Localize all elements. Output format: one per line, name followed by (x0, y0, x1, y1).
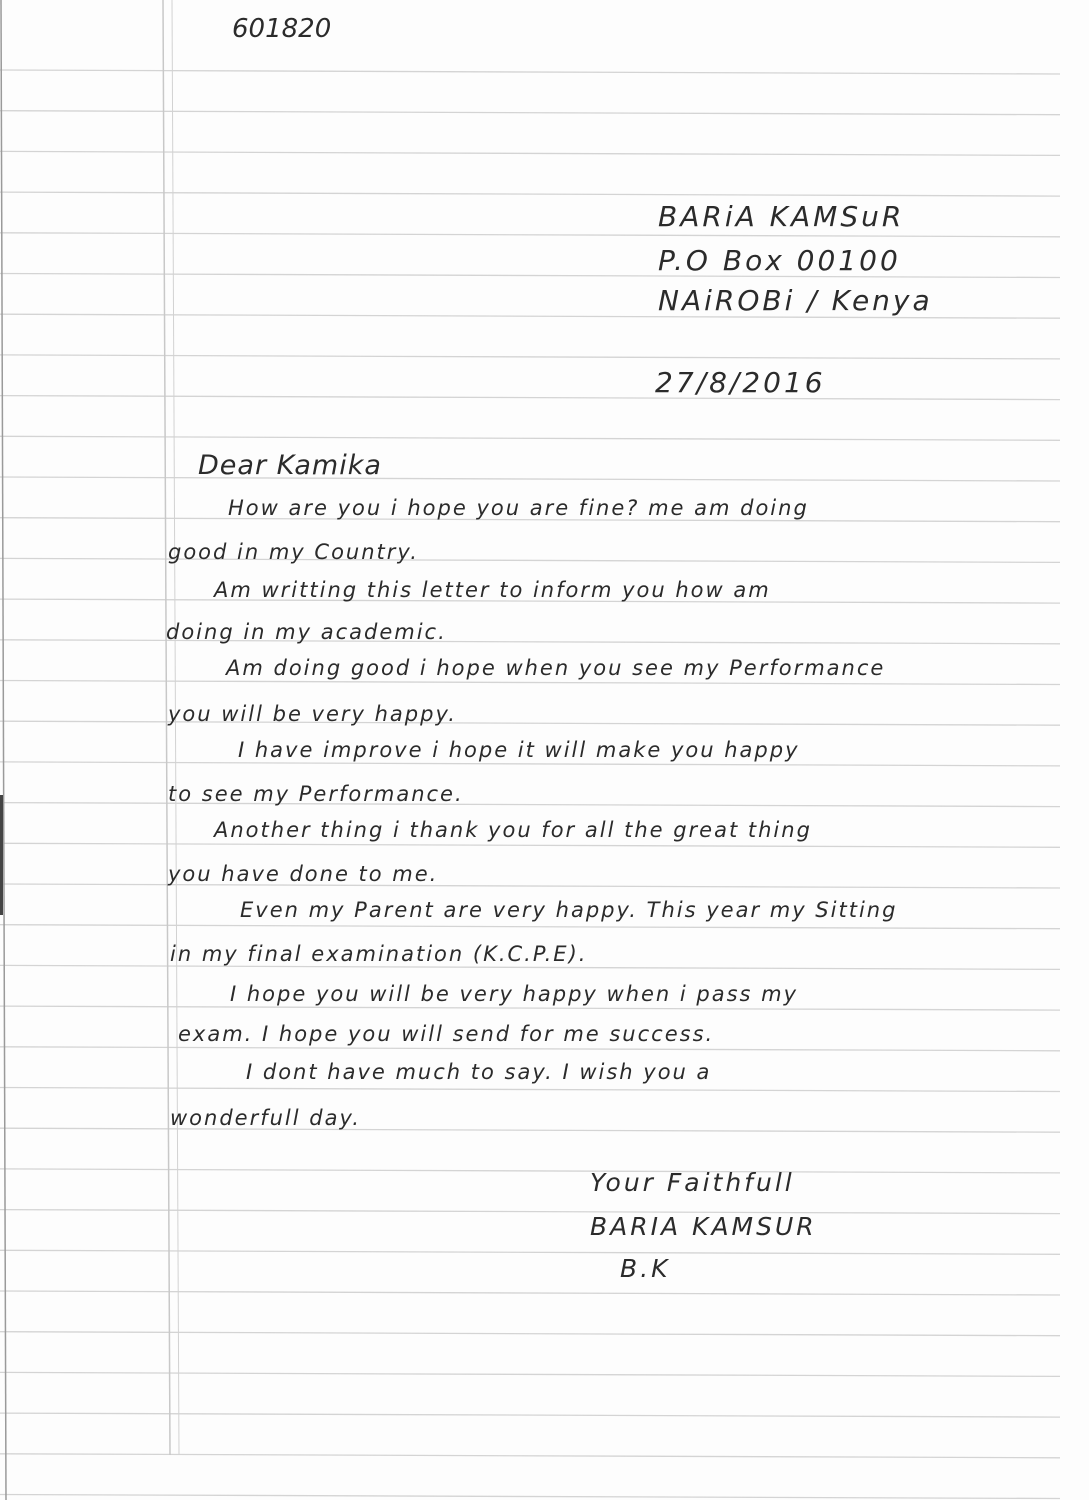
ruled-line (0, 1495, 1060, 1499)
body-line: exam. I hope you will send for me success. (178, 1022, 715, 1046)
sender-po-box: P.O Box 00100 (658, 244, 901, 277)
ruled-line (0, 151, 1060, 155)
ruled-line (0, 192, 1060, 196)
sender-city-country: NAiROBi / Kenya (658, 284, 933, 317)
body-line: good in my Country. (168, 540, 419, 564)
ruled-line (0, 396, 1060, 400)
ruled-line (0, 1413, 1060, 1417)
ruled-line (0, 925, 1060, 929)
ruled-line (0, 436, 1060, 440)
body-line: wonderfull day. (170, 1106, 361, 1130)
ruled-line (0, 477, 1060, 481)
body-line: I hope you will be very happy when i pass my (230, 982, 799, 1006)
ruled-line (0, 558, 1060, 562)
ruled-line (0, 1128, 1060, 1132)
body-line: you will be very happy. (168, 702, 457, 726)
ruled-line (0, 803, 1060, 807)
ruled-line (0, 1332, 1060, 1336)
ruled-line (0, 1454, 1060, 1458)
ruled-line (0, 965, 1060, 969)
ruled-line (0, 274, 1060, 278)
ruled-line (0, 1291, 1060, 1295)
body-line: to see my Performance. (168, 782, 464, 806)
body-line: Am doing good i hope when you see my Performance (226, 656, 886, 680)
body-line: Another thing i thank you for all the great thing (214, 818, 812, 842)
letter-date: 27/8/2016 (655, 366, 826, 399)
body-line: Am writting this letter to inform you how am (214, 578, 771, 602)
ruled-line (0, 111, 1060, 115)
ruled-line (0, 1088, 1060, 1092)
body-line: Even my Parent are very happy. This year my Sitting (240, 898, 898, 922)
body-line: I have improve i hope it will make you happy (238, 738, 800, 762)
closing-salutation: Your Faithfull (590, 1168, 795, 1197)
closing-signature-name: BARIA KAMSUR (590, 1212, 817, 1241)
body-line: I dont have much to say. I wish you a (246, 1060, 712, 1084)
ruled-line (0, 1169, 1060, 1173)
ruled-line (0, 1006, 1060, 1010)
body-line: How are you i hope you are fine? me am doing (228, 496, 809, 520)
ruled-line (0, 721, 1060, 725)
body-line: in my final examination (K.C.P.E). (170, 942, 588, 966)
closing-initials: B.K (620, 1254, 671, 1283)
ruled-line (0, 1250, 1060, 1254)
sender-name: BARiA KAMSuR (658, 200, 905, 233)
ruled-line (0, 233, 1060, 237)
ruled-line (0, 681, 1060, 685)
ruled-line (0, 762, 1060, 766)
ruled-line (0, 884, 1060, 888)
body-line: doing in my academic. (166, 620, 447, 644)
ruled-line (0, 1210, 1060, 1214)
ruled-line (0, 640, 1060, 644)
ruled-line (0, 355, 1060, 359)
reference-number: 601820 (232, 14, 332, 44)
body-line: you have done to me. (168, 862, 439, 886)
ruled-line (0, 1047, 1060, 1051)
letter-greeting: Dear Kamika (198, 450, 382, 481)
ruled-line (0, 843, 1060, 847)
ruled-line (0, 1372, 1060, 1376)
ruled-line (0, 70, 1060, 74)
